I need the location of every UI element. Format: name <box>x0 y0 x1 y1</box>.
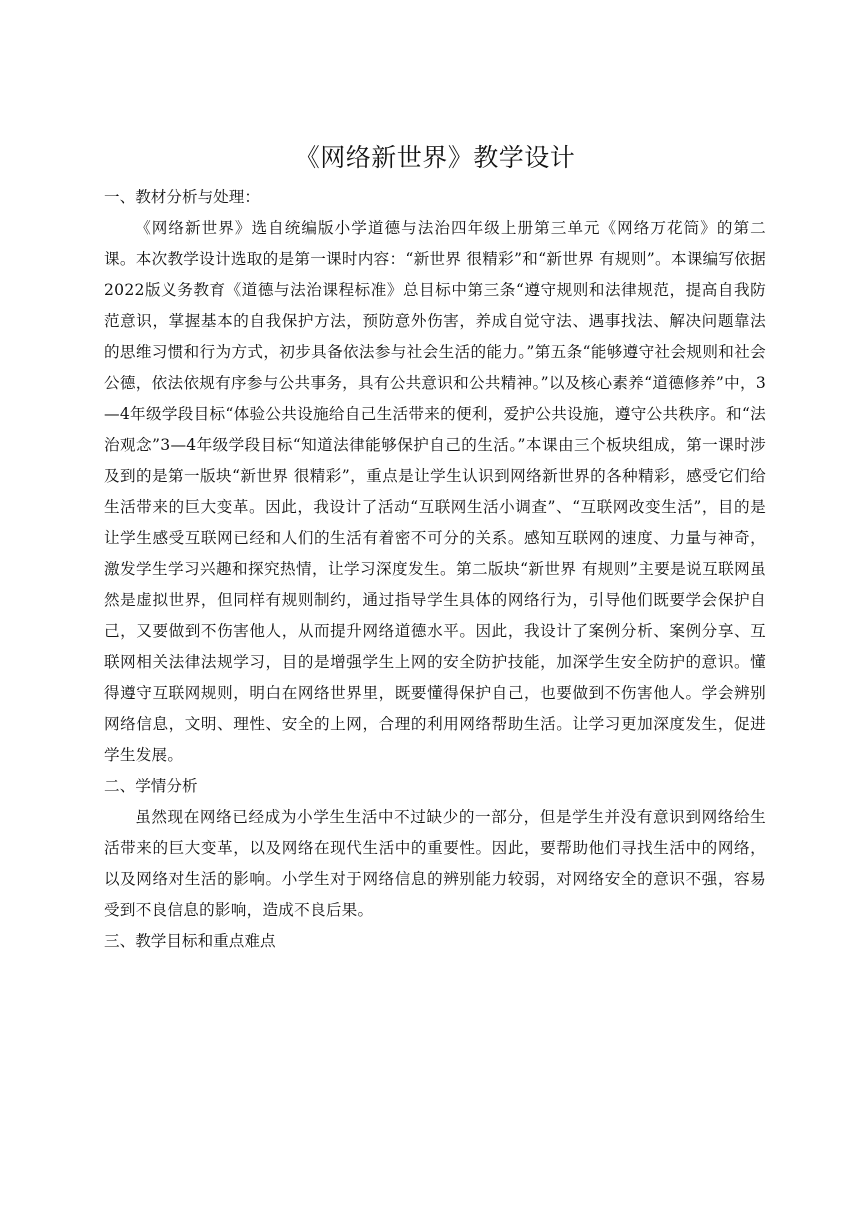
section-paragraph-textbook-analysis: 《网络新世界》选自统编版小学道德与法治四年级上册第三单元《网络万花筒》的第二课。本次教学设计选取的是第一课时内容：“新世界 很精彩”和“新世界 有规则”。本课编写依据2022版义务教育《道德与法治课程标准》总目标中第三条“遵守规则和法律规范，提高自我防范意识，掌握基本的自我保护方法，预防意外伤害，养成自觉守法、遇事找法、解决问题靠法的思维习惯和行为方式，初步具备依法参与社会生活的能力。”第五条“能够遵守社会规则和社会公德，依法依规有序参与公共事务，具有公共意识和公共精神。”以及核心素养“道德修养”中，3—4年级学段目标“体验公共设施给自己生活带来的便利，爱护公共设施，遵守公共秩序。和“法治观念”3—4年级学段目标“知道法律能够保护自己的生活。”本课由三个板块组成，第一课时涉及到的是第一版块“新世界 很精彩”，重点是让学生认识到网络新世界的各种精彩，感受它们给生活带来的巨大变革。因此，我设计了活动“互联网生活小调查”、“互联网改变生活”，目的是让学生感受互联网已经和人们的生活有着密不可分的关系。感知互联网的速度、力量与神奇，激发学生学习兴趣和探究热情，让学习深度发生。第二版块“新世界 有规则”主要是说互联网虽然是虚拟世界，但同样有规则制约，通过指导学生具体的网络行为，引导他们既要学会保护自己，又要做到不伤害他人，从而提升网络道德水平。因此，我设计了案例分析、案例分享、互联网相关法律法规学习，目的是增强学生上网的安全防护技能，加深学生安全防护的意识。懂得遵守互联网规则，明白在网络世界里，既要懂得保护自己，也要做到不伤害他人。学会辨别网络信息，文明、理性、安全的上网，合理的利用网络帮助生活。让学习更加深度发生，促进学生发展。 <box>104 219 766 764</box>
document-title: 《网络新世界》教学设计 <box>294 143 576 172</box>
section-heading-learner-analysis: 二、学情分析 <box>104 777 198 795</box>
section-paragraph-learner-analysis: 虽然现在网络已经成为小学生生活中不过缺少的一部分，但是学生并没有意识到网络给生活带来的巨大变革，以及网络在现代生活中的重要性。因此，要帮助他们寻找生活中的网络，以及网络对生活的影响。小学生对于网络信息的辨别能力较弱，对网络安全的意识不强，容易受到不良信息的影响，造成不良后果。 <box>104 808 766 919</box>
section-heading-textbook-analysis: 一、教材分析与处理： <box>104 188 260 206</box>
document-page <box>104 138 766 957</box>
section-heading-teaching-goals: 三、教学目标和重点难点 <box>104 932 276 950</box>
